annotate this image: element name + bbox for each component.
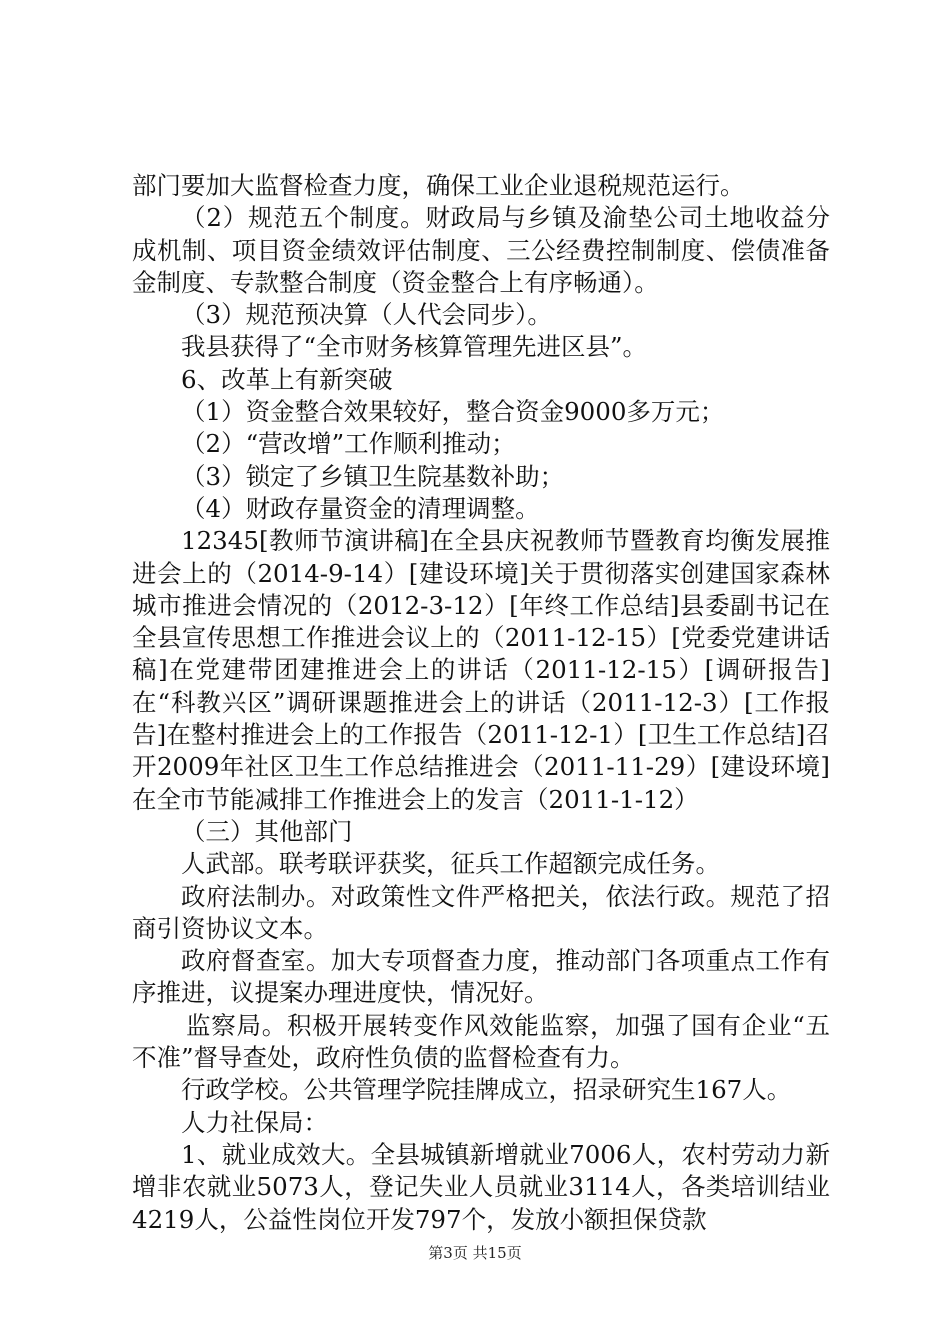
paragraph-admin-school: 行政学校。公共管理学院挂牌成立，招录研究生167人。: [181, 1075, 792, 1105]
paragraph-budget-standard: （3）规范预决算（人代会同步）。: [181, 300, 552, 330]
paragraph-supervision-office: 政府督查室。加大专项督查力度，推动部门各项重点工作有序推进，议提案办理进度快，情况好。: [132, 946, 830, 1008]
list-item-reform-3: （3）锁定了乡镇卫生院基数补助；: [181, 461, 565, 491]
paragraph-related-links: 12345[教师节演讲稿]在全县庆祝教师节暨教育均衡发展推进会上的（2014-9-14）[建设环境]关于贯彻落实创建国家森林城市推进会情况的（2012-3-12）[年终工作总结]县委副书记在全县宣传思想工作推进会议上的（2011-12-15）[党委党建讲话稿]在党建带团建推进会上的讲话（2011-12-15）[调研报告]在“科教兴区”调研课题推进会上的讲话（2011-12-3）[工作报告]在整村推进会上的工作报告（2011-12-1）[卫生工作总结]召开2009年社区卫生工作总结推进会（2011-11-29）[建设环境]在全市节能减排工作推进会上的发言（2011-1-12）: [132, 526, 830, 814]
paragraph-employment: 1、就业成效大。全县城镇新增就业7006人，农村劳动力新增非农就业5073人，登记失业人员就业3114人，各类培训结业4219人，公益性岗位开发797个，发放小额担保贷款: [132, 1139, 830, 1234]
list-item-reform-4: （4）财政存量资金的清理调整。: [181, 493, 540, 523]
paragraph-award: 我县获得了“全市财务核算管理先进区县”。: [181, 332, 648, 362]
paragraph-continuation: 部门要加大监督检查力度，确保工业企业退税规范运行。: [132, 171, 745, 200]
list-item-reform-2: （2）“营改增”工作顺利推动；: [181, 429, 516, 459]
paragraph-inspection-bureau: 监察局。积极开展转变作风效能监察，加强了国有企业“五不准”督导查处，政府性负债的监督检查有力。: [132, 1010, 830, 1073]
paragraph-armed-forces: 人武部。联考联评获奖，征兵工作超额完成任务。: [181, 849, 720, 879]
list-item-reform-1: （1）资金整合效果较好，整合资金9000多万元；: [181, 397, 725, 427]
paragraph-legal-office: 政府法制办。对政策性文件严格把关，依法行政。规范了招商引资协议文本。: [132, 881, 830, 943]
section-heading-reform: 6、改革上有新突破: [181, 364, 393, 394]
page-number-footer: 第3页 共15页: [428, 1244, 522, 1262]
paragraph-five-systems: （2）规范五个制度。财政局与乡镇及渝垫公司土地收益分成机制、项目资金绩效评估制度、三公经费控制制度、偿债准备金制度、专款整合制度（资金整合上有序畅通）。: [132, 203, 830, 297]
paragraph-hr-bureau: 人力社保局：: [181, 1107, 328, 1137]
document-body: [132, 170, 830, 1236]
section-heading-other-departments: （三）其他部门: [181, 816, 353, 846]
